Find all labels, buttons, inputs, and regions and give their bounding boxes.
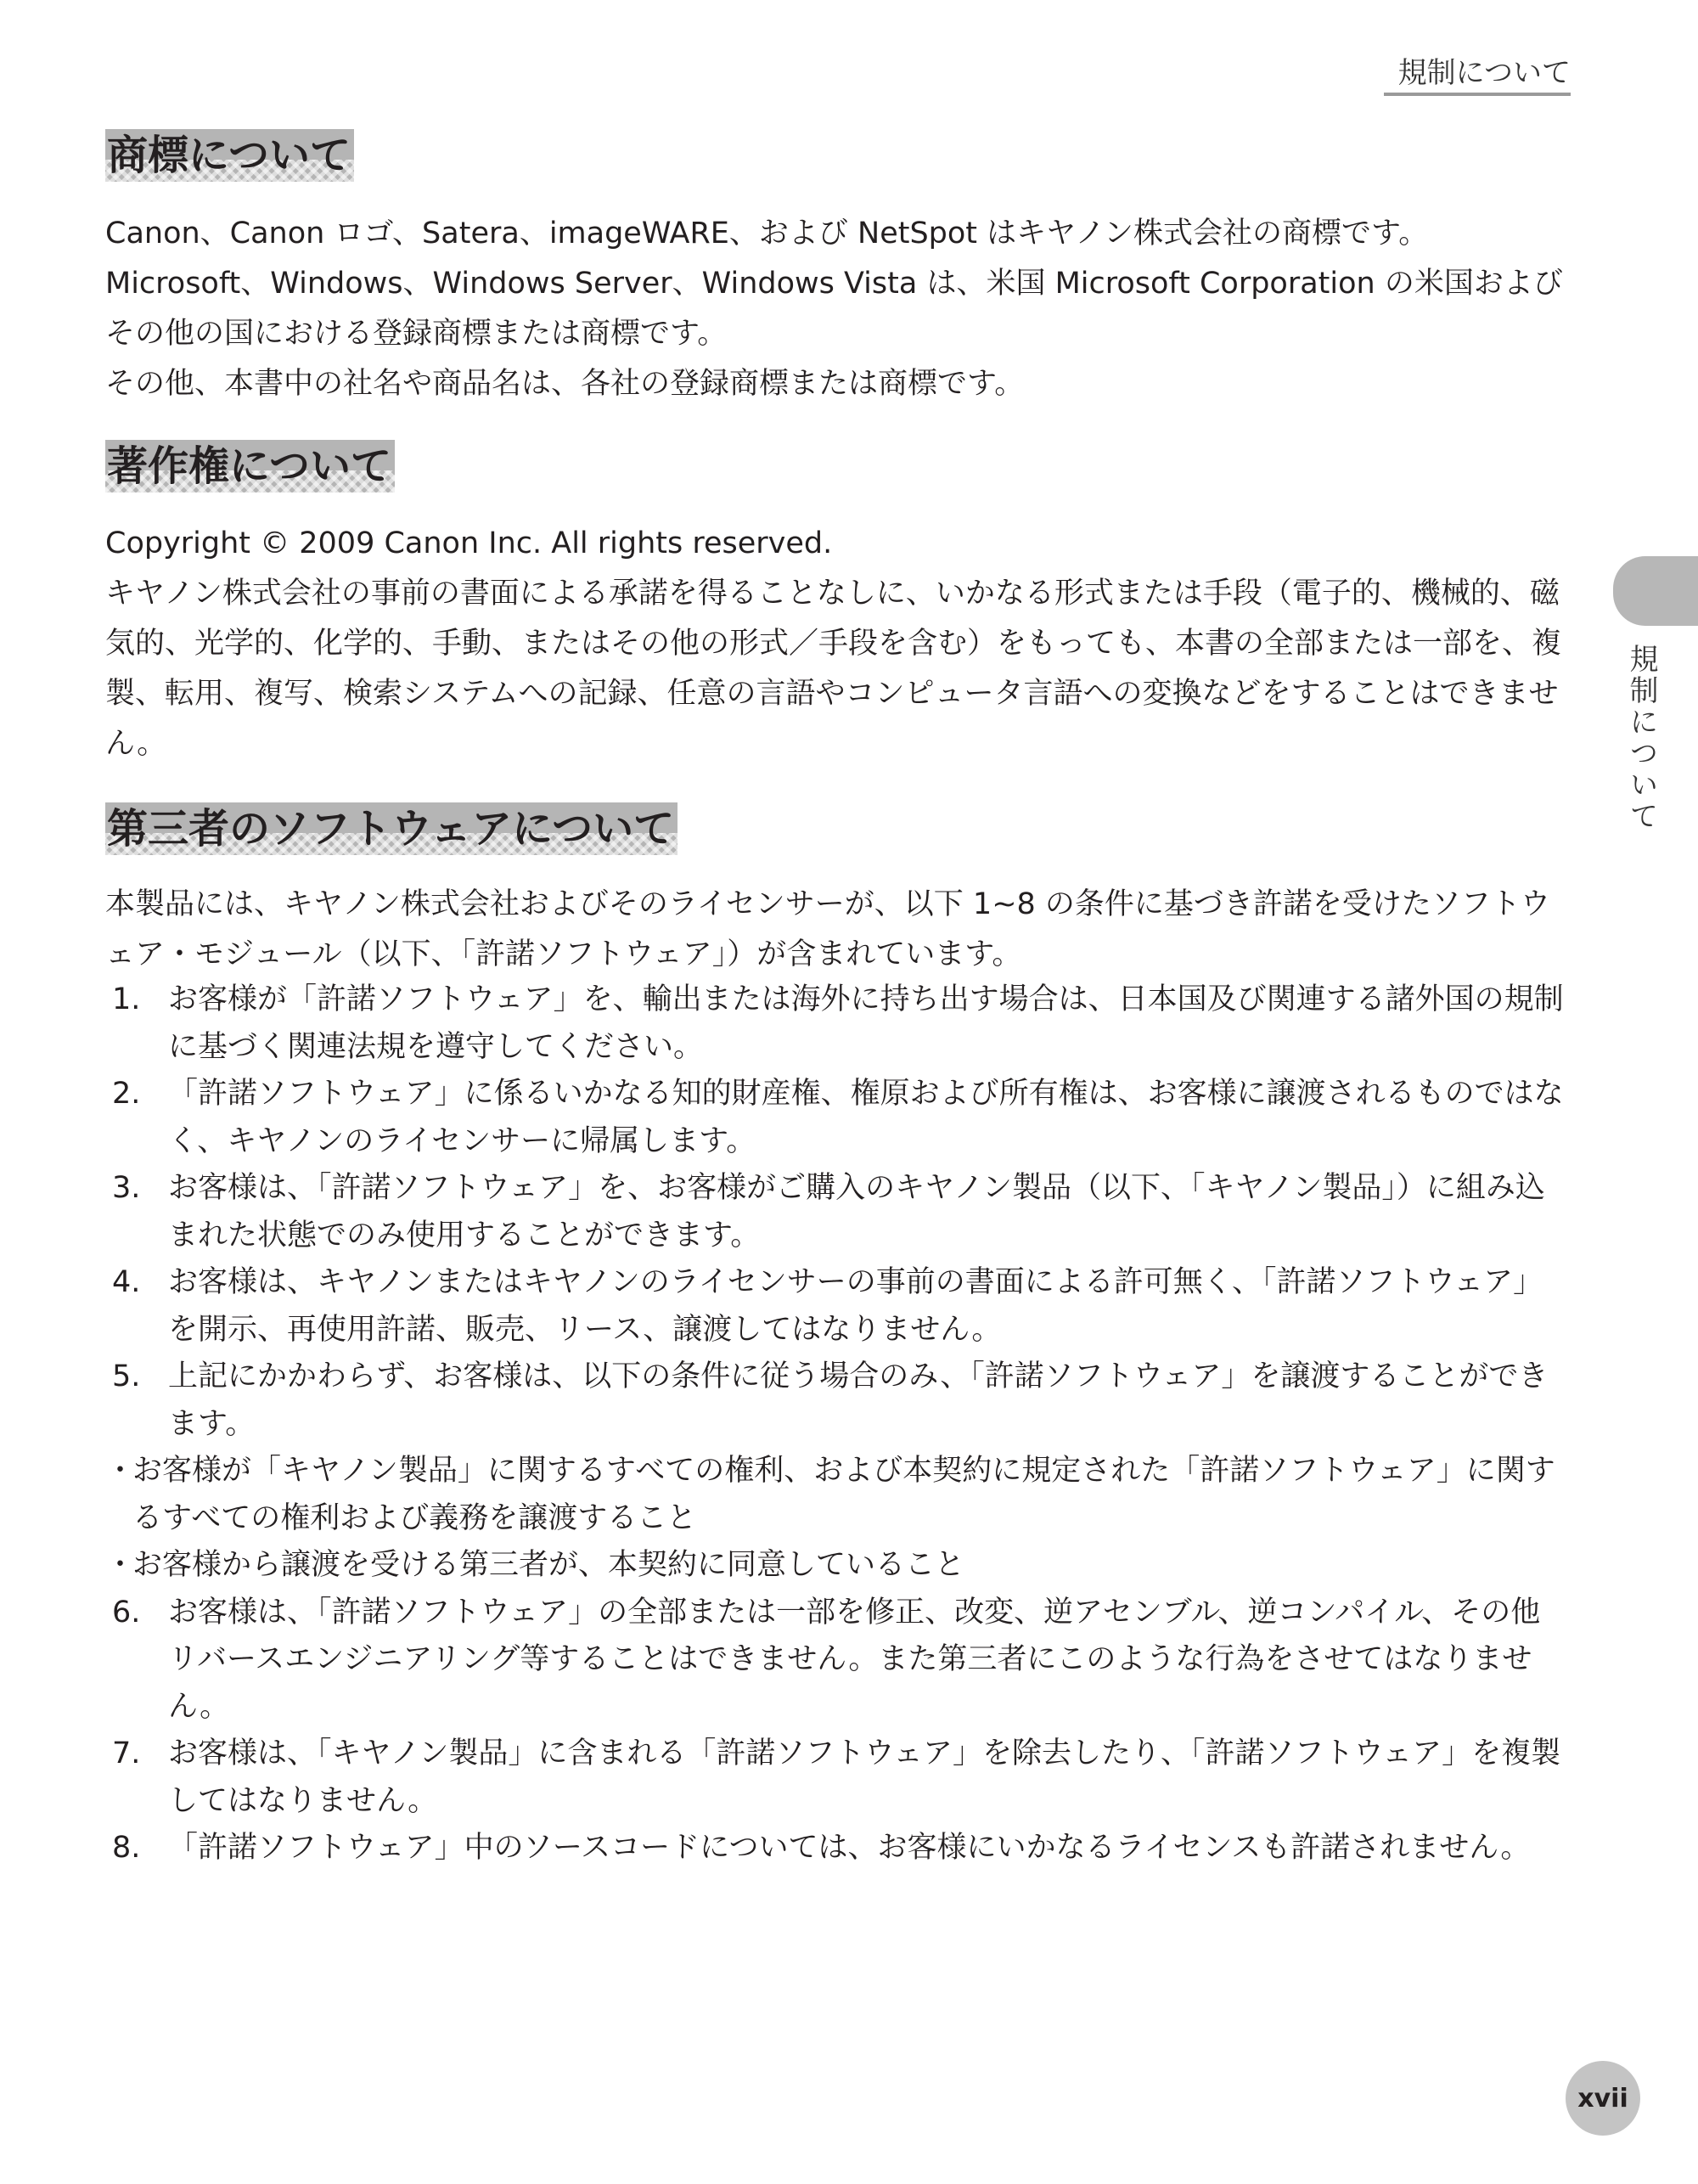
list-item: ・ お客様から譲渡を受ける第三者が、本契約に同意していること: [105, 1548, 965, 1582]
list-item: 8. 「許諾ソフトウェア」中のソースコードについては、お客様にいかなるライセンスも許諾されません。: [112, 1831, 1531, 1865]
trademark-others-text: その他、本書中の社名や商品名は、各社の登録商標または商標です。: [105, 367, 1025, 401]
list-item: 1. お客様が「許諾ソフトウェア」を、輸出または海外に持ち出す場合は、日本国及び関連する諸外国の規制に基づく関連法規を遵守してください。: [112, 982, 1564, 1064]
chapter-tab-label: 規制について: [1624, 644, 1658, 832]
copyright-notice: Copyright © 2009 Canon Inc. All rights reserved.: [105, 526, 833, 560]
copyright-heading: 著作権について: [105, 440, 395, 493]
trademark-heading: 商標について: [105, 129, 354, 182]
list-item: 2. 「許諾ソフトウェア」に係るいかなる知的財産権、権原および所有権は、お客様に譲渡されるものではなく、キヤノンのライセンサーに帰属します。: [112, 1077, 1564, 1158]
trademark-canon-text: Canon、Canon ロゴ、Satera、imageWARE、および NetSpot はキヤノン株式会社の商標です。: [105, 217, 1429, 250]
page-number: xvii: [1566, 2061, 1640, 2136]
list-item: 4. お客様は、キヤノンまたはキヤノンのライセンサーの事前の書面による許可無く、「許諾ソフトウェア」を開示、再使用許諾、販売、リース、譲渡してはなりません。: [112, 1265, 1543, 1347]
license-conditions-list: [105, 977, 1567, 1872]
header-rule: [1384, 93, 1571, 96]
list-item: 7. お客様は、「キヤノン製品」に含まれる「許諾ソフトウェア」を除去したり、「許諾ソフトウェア」を複製してはなりません。: [112, 1737, 1561, 1818]
list-item: 6. お客様は、「許諾ソフトウェア」の全部または一部を修正、改変、逆アセンブル、逆コンパイル、その他リバースエンジニアリング等することはできません。また第三者にこのような行為をさせてはなりません。: [112, 1595, 1541, 1724]
running-header: 規制について: [1397, 56, 1571, 90]
chapter-tab: [1613, 556, 1698, 626]
list-item: 5. 上記にかかわらず、お客様は、以下の条件に従う場合のみ、「許諾ソフトウェア」を譲渡することができます。: [112, 1359, 1549, 1441]
list-item: ・ お客様が「キヤノン製品」に関するすべての権利、および本契約に規定された「許諾ソフトウェア」に関するすべての権利および義務を譲渡すること: [105, 1454, 1555, 1535]
third-party-intro-text: 本製品には、キヤノン株式会社およびそのライセンサーが、以下 1~8 の条件に基づき許諾を受けたソフトウェア・モジュール（以下、「許諾ソフトウェア」）が含まれています。: [105, 887, 1550, 971]
third-party-software-heading: 第三者のソフトウェアについて: [105, 802, 678, 855]
copyright-terms-text: キヤノン株式会社の事前の書面による承諾を得ることなしに、いかなる形式または手段（電子的、機械的、磁気的、光学的、化学的、手動、またはその他の形式／手段を含む）をもっても、本書の全部または一部を、複製、転用、複写、検索システムへの記録、任意の言語やコンピュータ言語への変換などをすることはできません。: [105, 577, 1562, 761]
trademark-microsoft-text: Microsoft、Windows、Windows Server、Windows Vista は、米国 Microsoft Corporation の米国およびその他の国における登録商標または商標です。: [105, 267, 1563, 351]
list-item: 3. お客様は、「許諾ソフトウェア」を、お客様がご購入のキヤノン製品（以下、「キヤノン製品」）に組み込まれた状態でのみ使用することができます。: [112, 1171, 1545, 1252]
